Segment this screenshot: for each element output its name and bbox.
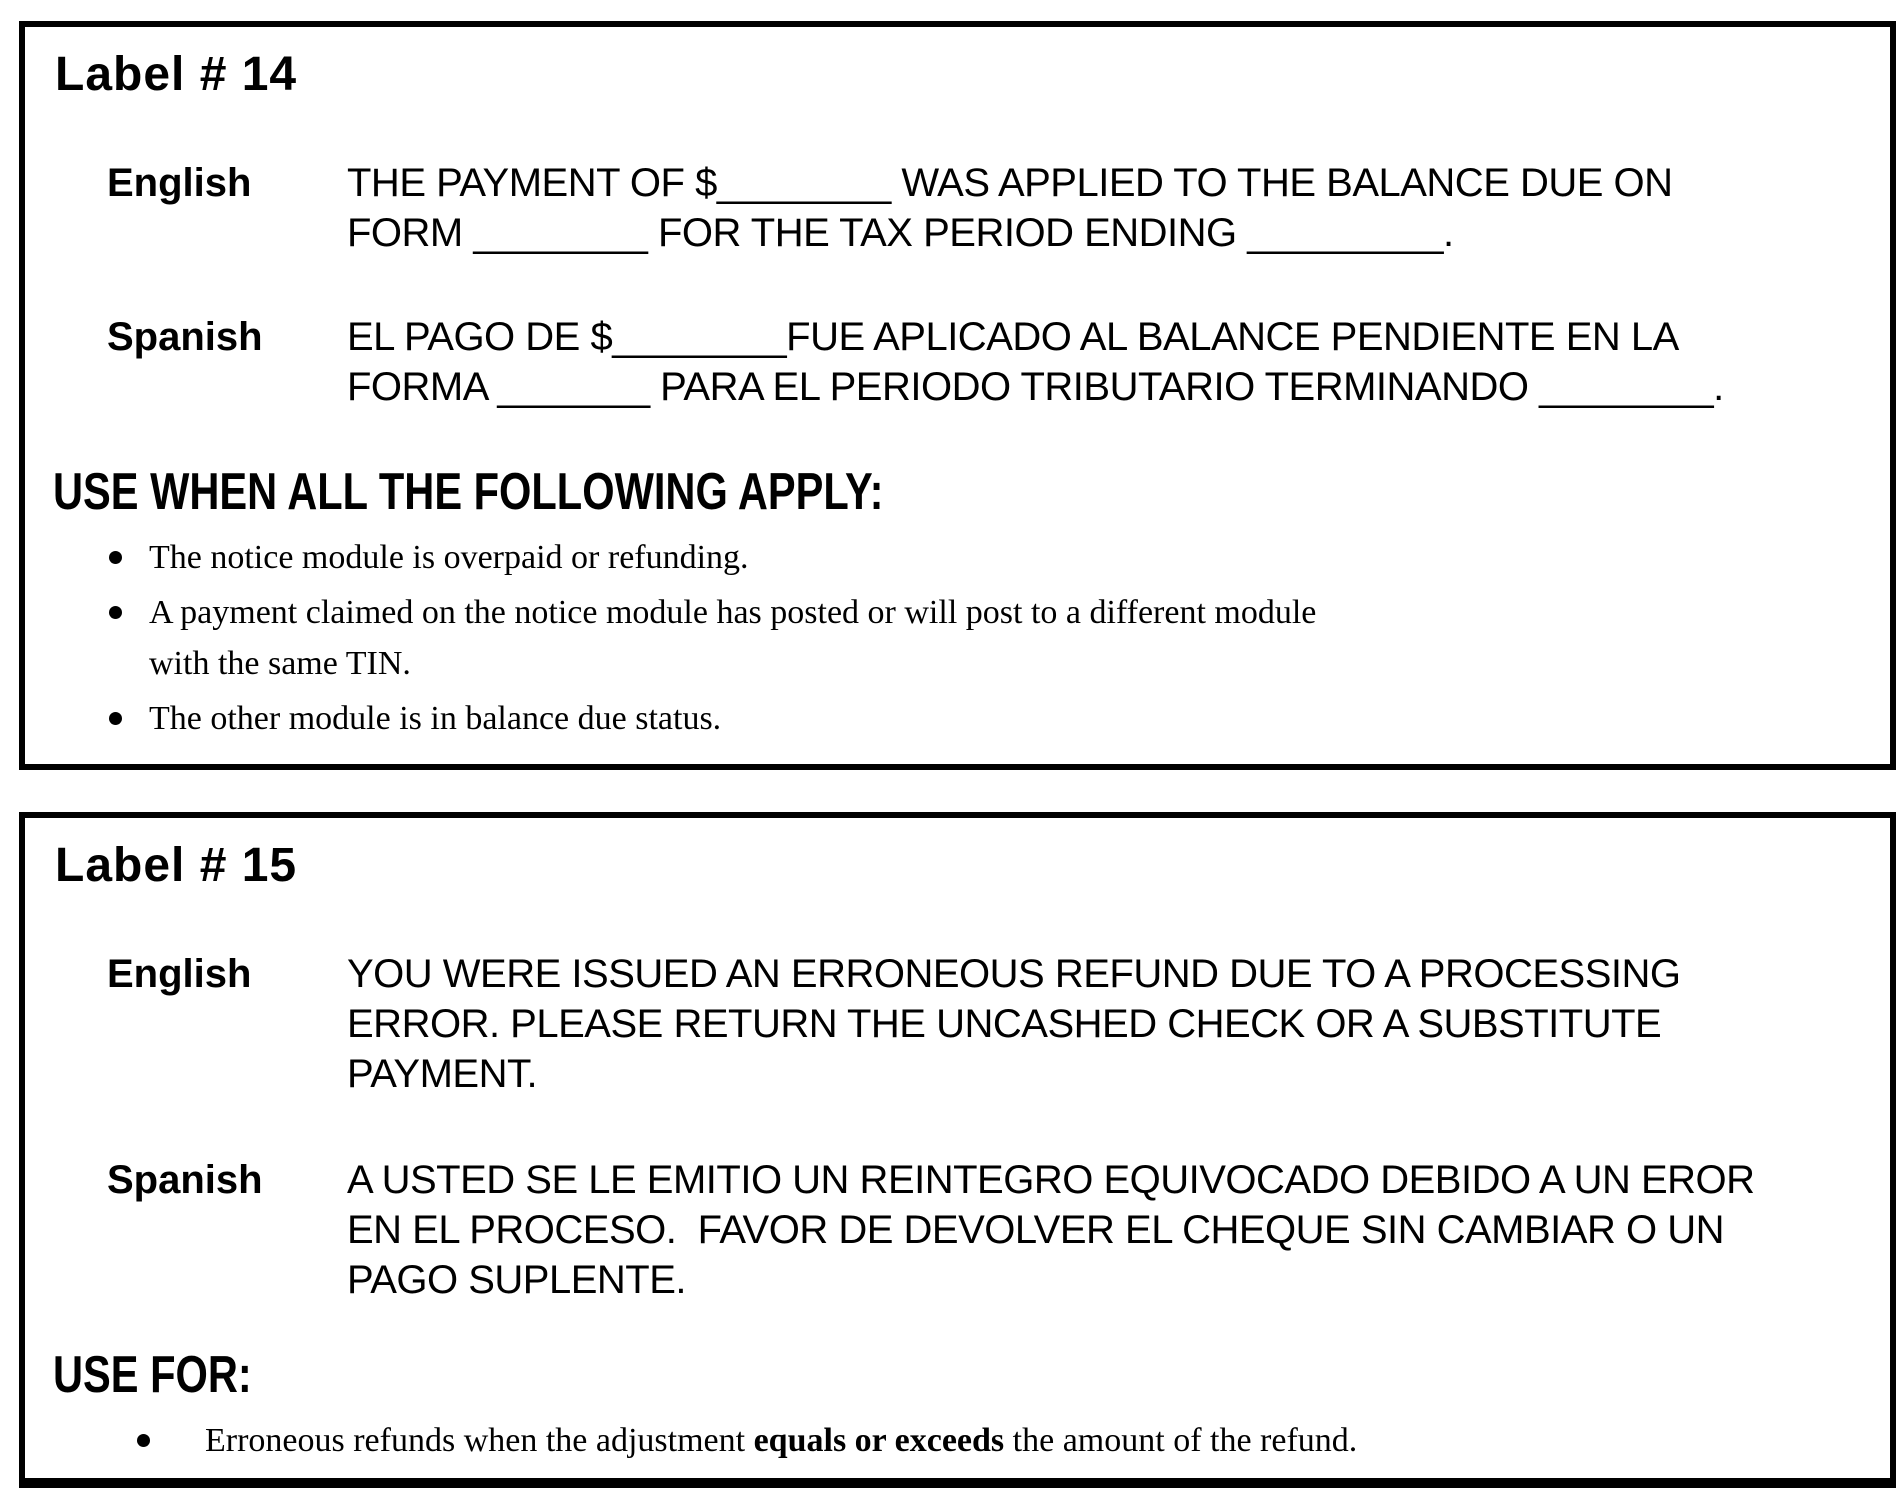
bullet-dot-icon xyxy=(137,1434,150,1447)
bullet-dot-icon xyxy=(109,606,122,619)
english-language-label: English xyxy=(107,952,252,996)
label-15-title: Label # 15 xyxy=(55,839,298,892)
bullet-text xyxy=(149,532,749,583)
bullet-marker-column xyxy=(137,1415,205,1447)
bullet-line: Erroneous refunds when the adjustment equals or exceeds the amount of the refund. xyxy=(205,1422,1358,1459)
bullet-text xyxy=(149,693,721,744)
bullet-dot-icon xyxy=(109,551,122,564)
label-15-box xyxy=(19,812,1896,1488)
notice-line: YOU WERE ISSUED AN ERRONEOUS REFUND DUE TO A PROCESSING xyxy=(347,952,1681,996)
bullet-text xyxy=(149,587,1316,689)
bullet-marker-column xyxy=(109,587,149,619)
english-notice-text xyxy=(347,949,1681,1099)
label-15-english-entry xyxy=(107,949,1890,1099)
english-language-label: English xyxy=(107,161,252,205)
spanish-notice-text xyxy=(347,1155,1755,1305)
notice-line: THE PAYMENT OF $________ WAS APPLIED TO THE BALANCE DUE ON xyxy=(347,161,1673,205)
label-14-english-entry xyxy=(107,158,1890,258)
usage-heading: USE WHEN ALL THE FOLLOWING APPLY: xyxy=(53,463,884,521)
bullet-marker-column xyxy=(109,693,149,725)
notice-line: ERROR. PLEASE RETURN THE UNCASHED CHECK OR A SUBSTITUTE xyxy=(347,1002,1662,1046)
notice-line: FORMA _______ PARA EL PERIODO TRIBUTARIO TERMINANDO ________. xyxy=(347,365,1724,409)
bullet-item xyxy=(109,693,1890,744)
notice-line: FORM ________ FOR THE TAX PERIOD ENDING _________. xyxy=(347,211,1454,255)
usage-bullet-list xyxy=(137,1415,1890,1466)
label-14-box xyxy=(19,21,1896,770)
bullet-line: The other module is in balance due status. xyxy=(149,700,722,737)
notice-line: EL PAGO DE $________FUE APLICADO AL BALANCE PENDIENTE EN LA xyxy=(347,315,1679,359)
bullet-line: A payment claimed on the notice module has posted or will post to a different module xyxy=(149,594,1317,631)
spanish-language-label: Spanish xyxy=(107,315,263,359)
bullet-item xyxy=(109,532,1890,583)
notice-line: EN EL PROCESO. FAVOR DE DEVOLVER EL CHEQUE SIN CAMBIAR O UN xyxy=(347,1208,1724,1252)
spanish-notice-text xyxy=(347,312,1724,412)
spanish-language-label: Spanish xyxy=(107,1158,263,1202)
bullet-item xyxy=(137,1415,1890,1466)
notice-line: A USTED SE LE EMITIO UN REINTEGRO EQUIVOCADO DEBIDO A UN EROR xyxy=(347,1158,1755,1202)
english-notice-text xyxy=(347,158,1673,258)
bullet-item xyxy=(109,587,1890,689)
bullet-line: with the same TIN. xyxy=(149,645,411,682)
label-14-spanish-entry xyxy=(107,312,1890,412)
usage-bullet-list xyxy=(109,532,1890,744)
usage-heading: USE FOR: xyxy=(53,1346,252,1404)
notice-line: PAYMENT. xyxy=(347,1052,538,1096)
bullet-line: The notice module is overpaid or refunding. xyxy=(149,539,749,576)
notice-line: PAGO SUPLENTE. xyxy=(347,1258,687,1302)
label-15-spanish-entry xyxy=(107,1155,1890,1305)
bullet-dot-icon xyxy=(109,712,122,725)
label-14-title: Label # 14 xyxy=(55,48,298,101)
bullet-marker-column xyxy=(109,532,149,564)
bullet-text xyxy=(205,1415,1357,1466)
